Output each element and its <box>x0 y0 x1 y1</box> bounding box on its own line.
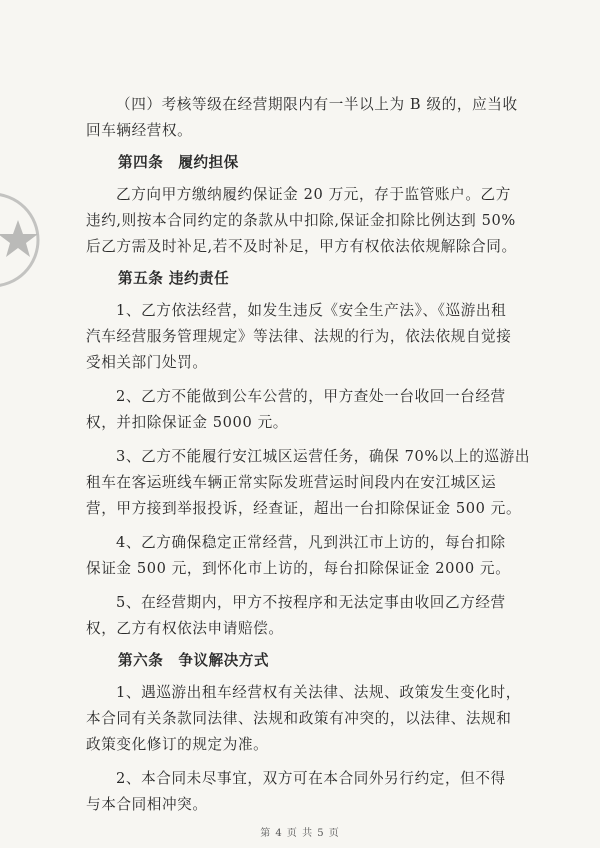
paragraph-line: 乙方向甲方缴纳履约保证金 20 万元，存于监管账户。乙方 <box>116 186 511 203</box>
section-heading: 第四条 履约担保 <box>118 154 239 171</box>
paragraph-line: 受相关部门处罚。 <box>86 354 208 371</box>
paragraph-line: 3、乙方不能履行安江城区运营任务，确保 70%以上的巡游出 <box>116 448 531 465</box>
section-heading: 第五条 违约责任 <box>118 270 230 287</box>
paragraph-line: 权，乙方有权依法申请赔偿。 <box>86 620 284 637</box>
paragraph-line: 5、在经营期内，甲方不按程序和无法定事由收回乙方经营 <box>116 594 506 611</box>
document-body <box>86 92 556 818</box>
section-heading: 第六条 争议解决方式 <box>118 652 269 669</box>
paragraph-line: 营，甲方接到举报投诉，经查证，超出一台扣除保证金 500 元。 <box>86 500 522 517</box>
paragraph-line: 1、遇巡游出租车经营权有关法律、法规、政策发生变化时， <box>116 684 521 701</box>
paragraph-line: 与本合同相冲突。 <box>86 796 208 813</box>
page-number: 第 4 页 共 5 页 <box>260 828 340 839</box>
paragraph-line: 权，并扣除保证金 5000 元。 <box>86 414 288 431</box>
paragraph-line: 1、乙方依法经营，如发生违反《安全生产法》、《巡游出租 <box>116 302 507 319</box>
paragraph-line: 回车辆经营权。 <box>86 122 193 139</box>
paragraph-line: 后乙方需及时补足,若不及时补足，甲方有权依法依规解除合同。 <box>86 238 517 255</box>
paragraph-line: 本合同有关条款同法律、法规和政策有冲突的，以法律、法规和 <box>86 710 512 727</box>
paragraph-line: 4、乙方确保稳定正常经营，凡到洪江市上访的，每台扣除 <box>116 534 506 551</box>
paragraph-line: 租车在客运班线车辆正常实际发班营运时间段内在安江城区运 <box>86 474 497 491</box>
paragraph-line: 2、乙方不能做到公车公营的，甲方查处一台收回一台经营 <box>116 388 506 405</box>
paragraph-line: 政策变化修订的规定为准。 <box>86 736 269 753</box>
seal-stamp <box>0 190 42 290</box>
paragraph-line: （四）考核等级在经营期限内有一半以上为 B 级的，应当收 <box>116 96 518 113</box>
paragraph-line: 2、本合同未尽事宜，双方可在本合同外另行约定，但不得 <box>116 770 506 787</box>
paragraph-line: 违约,则按本合同约定的条款从中扣除,保证金扣除比例达到 50% <box>86 212 516 229</box>
paragraph-line: 保证金 500 元，到怀化市上访的，每台扣除保证金 2000 元。 <box>86 560 511 577</box>
paragraph-line: 汽车经营服务管理规定》等法律、法规的行为，依法依规自觉接 <box>86 328 512 345</box>
